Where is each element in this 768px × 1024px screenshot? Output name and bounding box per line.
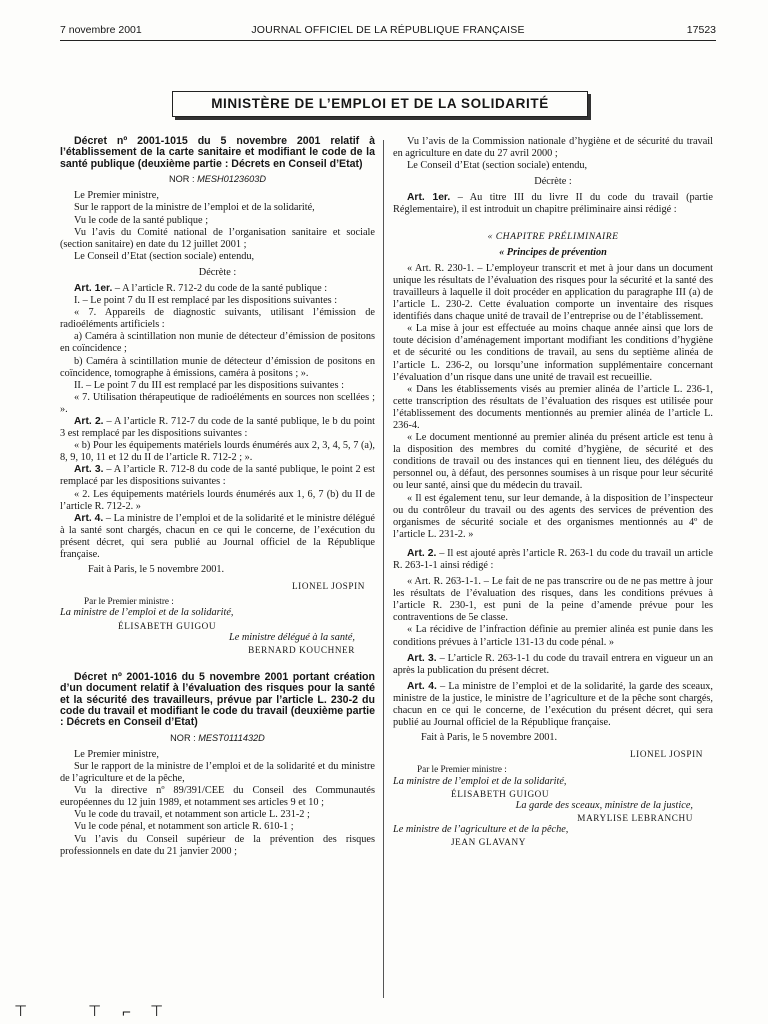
r230-p4: « Le document mentionné au premier alinéa du présent article est tenu à la disposition des membres du comité d’hygiène, de sécurité et des conditions de travail ou des instances qui en tiennent lieu, des délégués du personnel ou, à défaut, des personnes soumises à un risque pour leur sécurité ou leur santé, ainsi que du médecin du travail. xyxy=(393,432,713,492)
decree1-fait: Fait à Paris, le 5 novembre 2001. xyxy=(88,564,225,576)
decree1-intro-1: Le Premier ministre, xyxy=(74,190,159,202)
art-label: Art. 1er. xyxy=(74,282,113,294)
art-text: – L’article R. 263-1-1 du code du travail entrera en vigueur un an après la publication du présent décret. xyxy=(393,652,714,676)
decree2-intro-1: Le Premier ministre, xyxy=(74,748,159,760)
decree2-minister3: Le ministre de l’agriculture et de la pêche, xyxy=(393,823,569,835)
column-divider xyxy=(383,140,384,998)
decree1-minister2: Le ministre délégué à la santé, xyxy=(228,631,355,643)
decree2-intro-4: Vu le code du travail, et notamment son article L. 231-2 ; xyxy=(74,809,310,821)
nor-code: MEST0111432D xyxy=(198,732,265,743)
decree2-art3 xyxy=(393,653,713,677)
decree1-decrete: Décrète : xyxy=(198,266,237,278)
decree1-sign-pm: LIONEL JOSPIN xyxy=(291,581,365,592)
r230-p5: « Il est également tenu, sur leur demande, à la disposition de l’inspecteur ou du contrôleur du travail ou des agents des services de prévention des organismes de sécurité sociale et des organismes mentionnés au 4º de l’article L. 231-2. » xyxy=(393,492,713,540)
left-column xyxy=(60,136,375,858)
decree2-art4 xyxy=(393,681,713,729)
decree1-art2 xyxy=(60,416,375,440)
principles-heading: « Principes de prévention xyxy=(499,246,607,258)
decree1-art2-q: « b) Pour les équipements matériels lourds énumérés aux 2, 3, 4, 5, 7 (a), 8, 9, 10, 11 et 12 du II de l’article R. 712-2 ; ». xyxy=(60,440,375,464)
decree2-fait: Fait à Paris, le 5 novembre 2001. xyxy=(421,732,558,744)
scan-mark: ⊤ xyxy=(88,1003,102,1020)
art-text: – La ministre de l’emploi et de la solidarité et le ministre délégué à la santé sont chargés, chacun en ce qui le concerne, de l’exécution du présent décret, qui sera publié au Journal officiel de la République française. xyxy=(60,512,375,561)
decree1-sign1: ÉLISABETH GUIGOU xyxy=(118,620,217,631)
decree2-decrete: Décrète : xyxy=(534,176,572,188)
decree2-intro-3: Vu la directive nº 89/391/CEE du Conseil des Communautés européennes du 12 juin 1989, et notamment ses articles 9 et 10 ; xyxy=(60,785,375,809)
decree2-intro-2: Sur le rapport de la ministre de l’emploi et de la solidarité et du ministre de l’agriculture et de la pêche, xyxy=(60,761,375,785)
scan-mark: ⌐ xyxy=(122,1004,131,1021)
decree2-intro-cont-1: Vu l’avis de la Commission nationale d’hygiène et de sécurité du travail en agriculture en date du 27 avril 2000 ; xyxy=(393,136,713,160)
art-text: – A l’article R. 712-7 du code de la santé publique, le b du point 3 est remplacé par les dispositions suivantes : xyxy=(60,416,375,440)
page-number: 17523 xyxy=(686,24,716,36)
art-label: Art. 2. xyxy=(407,547,437,559)
decree1-intro-5: Le Conseil d’Etat (section sociale) entendu, xyxy=(74,250,255,262)
art-label: Art. 2. xyxy=(74,416,104,427)
decree1-art1-p1: I. – Le point 7 du II est remplacé par les dispositions suivantes : xyxy=(74,295,338,307)
decree2-sign2: MARYLISE LEBRANCHU xyxy=(577,812,693,823)
decree1-art3-q: « 2. Les équipements matériels lourds énumérés aux 1, 6, 7 (b) du II de l’article R. 712-2. » xyxy=(60,488,375,512)
r230-p1: « Art. R. 230-1. – L’employeur transcrit et met à jour dans un document unique les résultats de l’évaluation des risques pour la sécurité et la santé des travailleurs à laquelle il doit procéder en application du paragraphe III (a) de l’article L. 230-2. Cette évaluation comporte un inventaire des risques identifiés dans chaque unité de travail de l’entreprise ou de l’établissement. xyxy=(393,262,713,323)
decree1-art1-p2: II. – Le point 7 du III est remplacé par les dispositions suivantes : xyxy=(74,379,344,391)
decree2-minister1: La ministre de l’emploi et de la solidarité, xyxy=(393,775,567,787)
decree1-art1-q2: « 7. Utilisation thérapeutique de radioéléments en sources non scellées ; ». xyxy=(60,391,375,415)
art-text: – A l’article R. 712-8 du code de la santé publique, le point 2 est remplacé par les dispositions suivantes : xyxy=(60,464,376,488)
ministry-heading: MINISTÈRE DE L’EMPLOI ET DE LA SOLIDARITÉ xyxy=(172,91,588,117)
r230-p2: « La mise à jour est effectuée au moins chaque année ainsi que lors de toute décision d’aménagement important modifiant les conditions d’hygiène et de sécurité ou les conditions de travail, au sens du septième alinéa de l’article L. 236-2, ou lorsqu’une information supplémentaire concernant l’évaluation d’un risque dans une unité de travail est recueillie. xyxy=(393,323,713,383)
decree1-art1 xyxy=(60,283,375,295)
running-header xyxy=(60,24,716,38)
decree2-sign3: JEAN GLAVANY xyxy=(451,836,527,847)
decree2-par-pm: Par le Premier ministre : xyxy=(417,764,507,775)
decree2-intro-6: Vu l’avis du Conseil supérieur de la prévention des risques professionnels en date du 21 janvier 2000 ; xyxy=(60,833,375,857)
r263-p2: « La récidive de l’infraction définie au premier alinéa est punie dans les conditions prévues à l’article 131-13 du code pénal. » xyxy=(393,624,713,648)
art-label: Art. 4. xyxy=(74,512,104,524)
decree2-minister2: La garde des sceaux, ministre de la justice, xyxy=(515,799,693,811)
nor-label: NOR : xyxy=(168,174,198,185)
decree1-art1-q1: « 7. Appareils de diagnostic suivants, utilisant l’émission de radioéléments artificiels : xyxy=(60,307,375,331)
decree1-intro-2: Sur le rapport de la ministre de l’emploi et de la solidarité, xyxy=(74,202,315,214)
decree2-intro-5: Vu le code pénal, et notamment son article R. 610-1 ; xyxy=(74,821,294,833)
art-label: Art. 3. xyxy=(407,652,437,664)
decree2-intro-cont-2: Le Conseil d’Etat (section sociale) entendu, xyxy=(407,160,588,172)
decree2-sign-pm: LIONEL JOSPIN xyxy=(629,749,703,760)
decree1-art1-qa: a) Caméra à scintillation non munie de détecteur d’émission de positons en coïncidence ; xyxy=(60,331,375,355)
art-text: – Il est ajouté après l’article R. 263-1 du code du travail un article R. 263-1-1 ainsi rédigé : xyxy=(393,547,713,571)
decree1-sign2: BERNARD KOUCHNER xyxy=(248,644,355,655)
art-text: – Au titre III du livre II du code du travail (partie Réglementaire), il est introduit un chapitre préliminaire ainsi rédigé : xyxy=(393,192,713,216)
decree1-intro-3: Vu le code de la santé publique ; xyxy=(74,214,209,226)
decree1-art3 xyxy=(60,464,375,488)
art-label: Art. 1er. xyxy=(407,192,451,204)
right-column xyxy=(393,136,713,848)
r263-p1: « Art. R. 263-1-1. – Le fait de ne pas transcrire ou de ne pas mettre à jour les résultats de l’évaluation des risques, dans les conditions prévues à l’article R. 230-1, est puni de la peine d’amende prévue pour les contraventions de 5e classe. xyxy=(393,576,713,624)
decree1-art4 xyxy=(60,513,375,561)
art-text: – La ministre de l’emploi et de la solidarité, la garde des sceaux, ministre de la justice, le ministre de l’agriculture et de la pêche sont chargés, chacun en ce qui le concerne, de l’exécution du présent décret, qui sera publié au Journal officiel de la République française. xyxy=(393,680,713,729)
nor-code: MESH0123603D xyxy=(197,174,267,185)
art-label: Art. 3. xyxy=(74,464,104,476)
art-label: Art. 4. xyxy=(407,680,437,692)
decree2-title: Décret nº 2001-1016 du 5 novembre 2001 portant création d’un document relatif à l’évaluation des risques pour la santé et la sécurité des travailleurs, prévue par l’article L. 230-2 du code du travail et modifiant le code du travail (deuxième partie : Décrets en Conseil d’Etat) xyxy=(60,670,375,729)
chapter-heading: « CHAPITRE PRÉLIMINAIRE xyxy=(487,230,619,242)
decree1-minister1: La ministre de l’emploi et de la solidarité, xyxy=(60,607,234,619)
decree1-par-pm: Par le Premier ministre : xyxy=(84,596,174,607)
decree1-intro-4: Vu l’avis du Comité national de l’organisation sanitaire et sociale (section sanitaire) en date du 12 juillet 2001 ; xyxy=(60,226,375,250)
decree1-art1-qb: b) Caméra à scintillation munie de détecteur d’émission de positons en coïncidence, tomographe à émissions, caméra à positons ; ». xyxy=(60,355,375,379)
r230-p3: « Dans les établissements visés au premier alinéa de l’article L. 236-1, cette transcription des résultats de l’évaluation des risques est utilisée pour l’établissement des documents mentionnés au premier alinéa de l’article L. 236-4. xyxy=(393,383,713,431)
decree1-nor xyxy=(60,173,375,185)
scan-mark: ⊤ xyxy=(150,1003,164,1020)
decree2-nor xyxy=(60,732,375,744)
decree2-art2 xyxy=(393,548,713,572)
nor-label: NOR : xyxy=(170,732,199,743)
decree2-art1 xyxy=(393,192,713,216)
header-date: 7 novembre 2001 xyxy=(60,24,142,36)
header-rule xyxy=(60,40,716,41)
scan-mark: ⊤ xyxy=(14,1003,28,1020)
art-text: – A l’article R. 712-2 du code de la santé publique : xyxy=(112,282,328,294)
journal-title: JOURNAL OFFICIEL DE LA RÉPUBLIQUE FRANÇAISE xyxy=(251,24,525,36)
decree1-title: Décret nº 2001-1015 du 5 novembre 2001 relatif à l’établissement de la carte sanitaire et modifiant le code de la santé publique (deuxième partie : Décrets en Conseil d’Etat) xyxy=(60,135,375,170)
decree2-sign1: ÉLISABETH GUIGOU xyxy=(451,788,550,799)
